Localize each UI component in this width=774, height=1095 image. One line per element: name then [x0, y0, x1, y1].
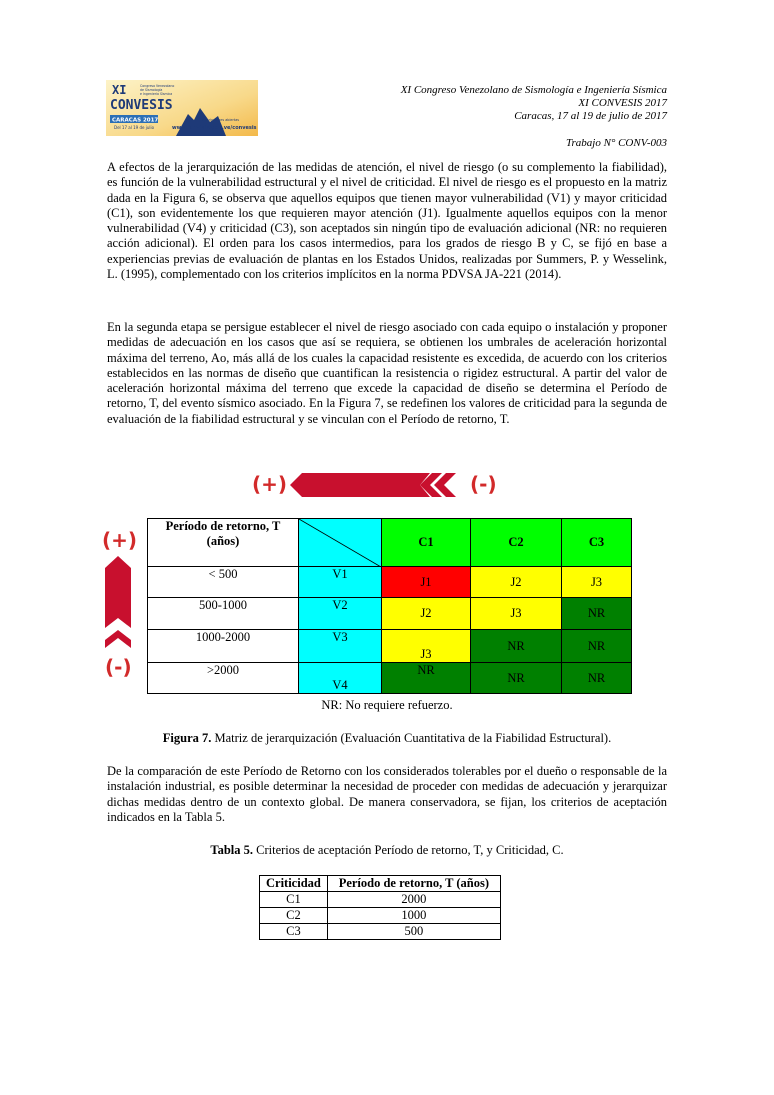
logo-name: CONVESIS [110, 98, 173, 113]
matrix-cell: J3 [471, 598, 562, 630]
work-number: Trabajo N° CONV-003 [566, 137, 667, 149]
table-row [260, 924, 501, 940]
logo-site: www.funvisis.gob.ve/convesis [172, 125, 257, 131]
matrix-header-period: Período de retorno, T (años) [148, 519, 299, 567]
horizontal-plus-label: (+) [252, 472, 288, 496]
convesis-logo-graphic [106, 80, 258, 136]
matrix-vulnerability: V4 [299, 663, 382, 694]
svg-text:de Sismología: de Sismología [140, 88, 163, 92]
matrix-period: 500-1000 [148, 598, 299, 630]
matrix-cell: J3 [382, 630, 471, 663]
matrix-cell: J2 [382, 598, 471, 630]
convesis-logo [106, 80, 258, 136]
paragraph-2: En la segunda etapa se persigue establecer el nivel de riesgo asociado con cada equipo o instalación y proponer medidas de adecuación en los casos que así se requiera, se obtienen los umbrales de aceleración horizontal máxima del terreno, Ao, más allá de los cuales la capacidad resistente es excedida, de acuerdo con los criterios establecidos en las normas de diseño que cuantifican la resistencia o rigidez estructural. A partir del valor de aceleración horizontal máxima del terreno que excede la capacidad de diseño se determina el Período de retorno, T, del evento sísmico asociado. En la Figura 7, se redefinen los valores de criticidad para la segunda de evaluación de la fiabilidad estructural y se vinculan con el Período de retorno, T. [107, 320, 667, 426]
logo-city: CARACAS 2017 [112, 117, 159, 124]
table-5-caption-text: Criterios de aceptación Período de retorno, T, y Criticidad, C. [253, 843, 564, 857]
figure-7-caption-text: Matriz de jerarquización (Evaluación Cuantitativa de la Fiabilidad Estructural). [211, 731, 612, 745]
matrix-cell: NR [562, 630, 632, 663]
matrix-header-diagonal [299, 519, 382, 567]
table-cell: 2000 [327, 892, 500, 908]
horizontal-minus-label: (-) [470, 472, 497, 496]
table-row [260, 892, 501, 908]
table-cell: C1 [260, 892, 328, 908]
paragraph-3: De la comparación de este Período de Retorno con los considerados tolerables por el dueño o responsable de la instalación industrial, es posible determinar la necesidad de proceder con medidas de adecuación y jerarquizar dichas medidas dentro de un contexto global. De manera conservadora, se fijan, los criterios de aceptación indicados en la Tabla 5. [107, 764, 667, 824]
matrix-vulnerability: V3 [299, 630, 382, 663]
vertical-minus-label: (-) [105, 655, 132, 679]
risk-matrix [147, 518, 632, 694]
matrix-vulnerability: V1 [299, 567, 382, 598]
table-5-caption [107, 843, 667, 858]
paragraph-1: A efectos de la jerarquización de las medidas de atención, el nivel de riesgo (o su complemento la fiabilidad), es función de la vulnerabilidad estructural y el nivel de criticidad. El nivel de riesgo es el propuesto en la matriz dada en la Figura 6, se observa que aquellos equipos que tienen mayor vulnerabilidad (V1) y mayor criticidad (C1), son evidentemente los que requieren mayor atención (J1). Igualmente aquellos equipos con la menor vulnerabilidad (V4) y criticidad (C3), son aceptados sin ningún tipo de evaluación adicional (NR: no requieren acción adicional). El orden para los casos intermedios, para los grados de riesgo B y C, se fijó en base a experiencias previas de evaluación de plantas en los Estados Unidos, realizadas por Summers, P. y Wesselink, L. (1995), complementado con los criterios implícitos en la norma PDVSA JA-221 (2014). [107, 160, 667, 282]
header-line: XI Congreso Venezolano de Sismología e Ingeniería Sísmica [400, 84, 667, 96]
logo-tag: Inscripciones abiertas [202, 118, 240, 122]
matrix-cell: NR [562, 663, 632, 694]
matrix-cell: NR [562, 598, 632, 630]
vertical-arrow-icon [103, 556, 133, 659]
acceptance-criteria-table [259, 875, 501, 940]
table-5-header: Período de retorno, T (años) [327, 876, 500, 892]
matrix-period: 1000-2000 [148, 630, 299, 663]
table-row [260, 908, 501, 924]
figure-7-caption [107, 731, 667, 746]
table-cell: C3 [260, 924, 328, 940]
conference-header [401, 84, 667, 123]
table-5-header: Criticidad [260, 876, 328, 892]
table-5-caption-label: Tabla 5. [210, 843, 254, 857]
svg-text:Congreso Venezolano: Congreso Venezolano [140, 84, 175, 88]
table-cell: 500 [327, 924, 500, 940]
matrix-cell: J1 [382, 567, 471, 598]
matrix-note: NR: No requiere refuerzo. [321, 698, 453, 712]
matrix-cell: J2 [471, 567, 562, 598]
vertical-plus-label: (+) [102, 528, 138, 552]
matrix-col-c2: C2 [471, 519, 562, 567]
matrix-cell: NR [471, 663, 562, 694]
figure-7-caption-label: Figura 7. [162, 731, 212, 745]
matrix-cell: NR [382, 663, 471, 694]
header-line: XI CONVESIS 2017 [578, 97, 667, 109]
matrix-vulnerability: V2 [299, 598, 382, 630]
matrix-period: >2000 [148, 663, 299, 694]
matrix-cell: J3 [562, 567, 632, 598]
logo-xi: XI [112, 83, 127, 97]
matrix-cell: NR [471, 630, 562, 663]
horizontal-arrow-icon [290, 470, 465, 505]
logo-dates: Del 17 al 19 de julio [114, 125, 155, 130]
matrix-col-c3: C3 [562, 519, 632, 567]
table-cell: C2 [260, 908, 328, 924]
header-line: Caracas, 17 al 19 de julio de 2017 [514, 110, 667, 122]
svg-text:e Ingeniería Sísmica: e Ingeniería Sísmica [140, 92, 173, 96]
matrix-period: < 500 [148, 567, 299, 598]
matrix-col-c1: C1 [382, 519, 471, 567]
table-cell: 1000 [327, 908, 500, 924]
